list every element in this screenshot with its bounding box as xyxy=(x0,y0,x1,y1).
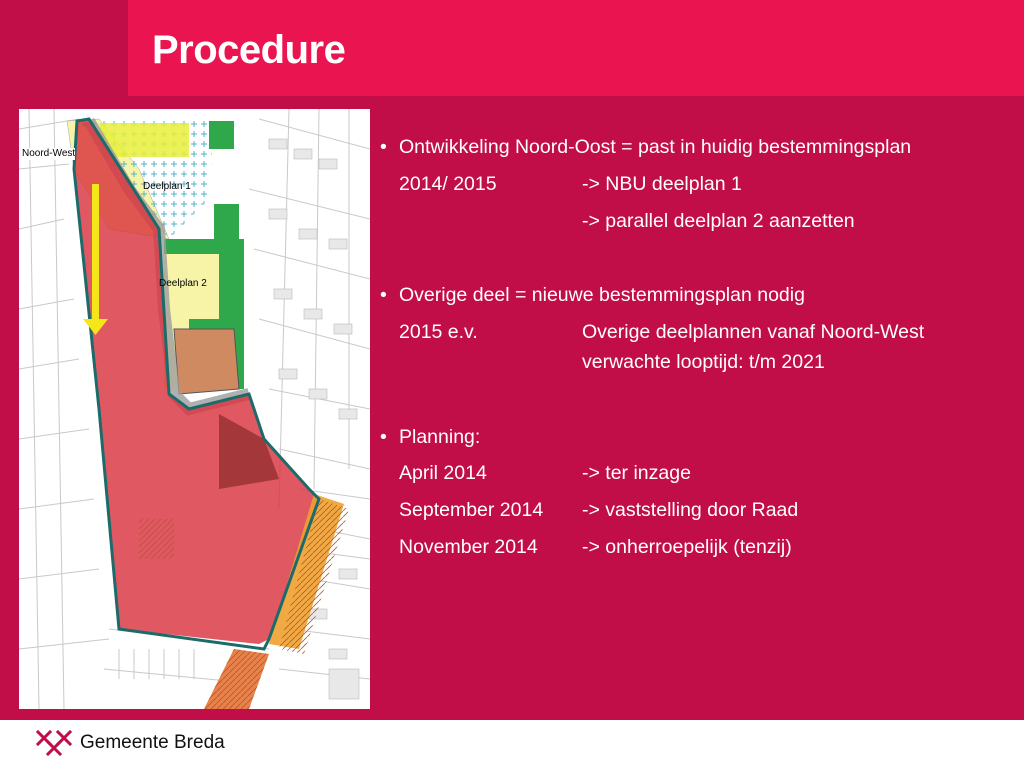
label-deelplan-1: Deelplan 1 xyxy=(143,181,191,192)
logo-text: Gemeente Breda xyxy=(80,732,225,753)
bullet-marker: • xyxy=(380,136,387,158)
bullet-heading: Ontwikkeling Noord-Oost = past in huidig bestemmingsplan xyxy=(399,136,912,158)
row-left: November 2014 xyxy=(399,536,538,558)
row-right: verwachte looptijd: t/m 2021 xyxy=(582,351,825,373)
zoning-map xyxy=(19,109,370,709)
row-left: 2014/ 2015 xyxy=(399,173,497,195)
row-right: -> vaststelling door Raad xyxy=(582,499,799,521)
bullet-marker: • xyxy=(380,284,387,306)
row-left: April 2014 xyxy=(399,462,487,484)
row-right: -> parallel deelplan 2 aanzetten xyxy=(582,210,855,232)
corner-block xyxy=(0,0,128,96)
row-right: -> NBU deelplan 1 xyxy=(582,173,742,195)
row-right: -> ter inzage xyxy=(582,462,691,484)
row-left: 2015 e.v. xyxy=(399,321,478,343)
row-right: Overige deelplannen vanaf Noord-West xyxy=(582,321,925,343)
slide-title: Procedure xyxy=(152,28,346,72)
breda-logo-icon xyxy=(34,728,74,758)
row-right: -> onherroepelijk (tenzij) xyxy=(582,536,792,558)
map-drawing xyxy=(19,109,370,709)
label-deelplan-2: Deelplan 2 xyxy=(159,278,207,289)
bullet-heading: Planning: xyxy=(399,426,481,448)
bullet-marker: • xyxy=(380,426,387,448)
bullet-heading: Overige deel = nieuwe bestemmingsplan nodig xyxy=(399,284,805,306)
label-noord-west: Noord-West xyxy=(22,148,76,159)
row-left: September 2014 xyxy=(399,499,544,521)
